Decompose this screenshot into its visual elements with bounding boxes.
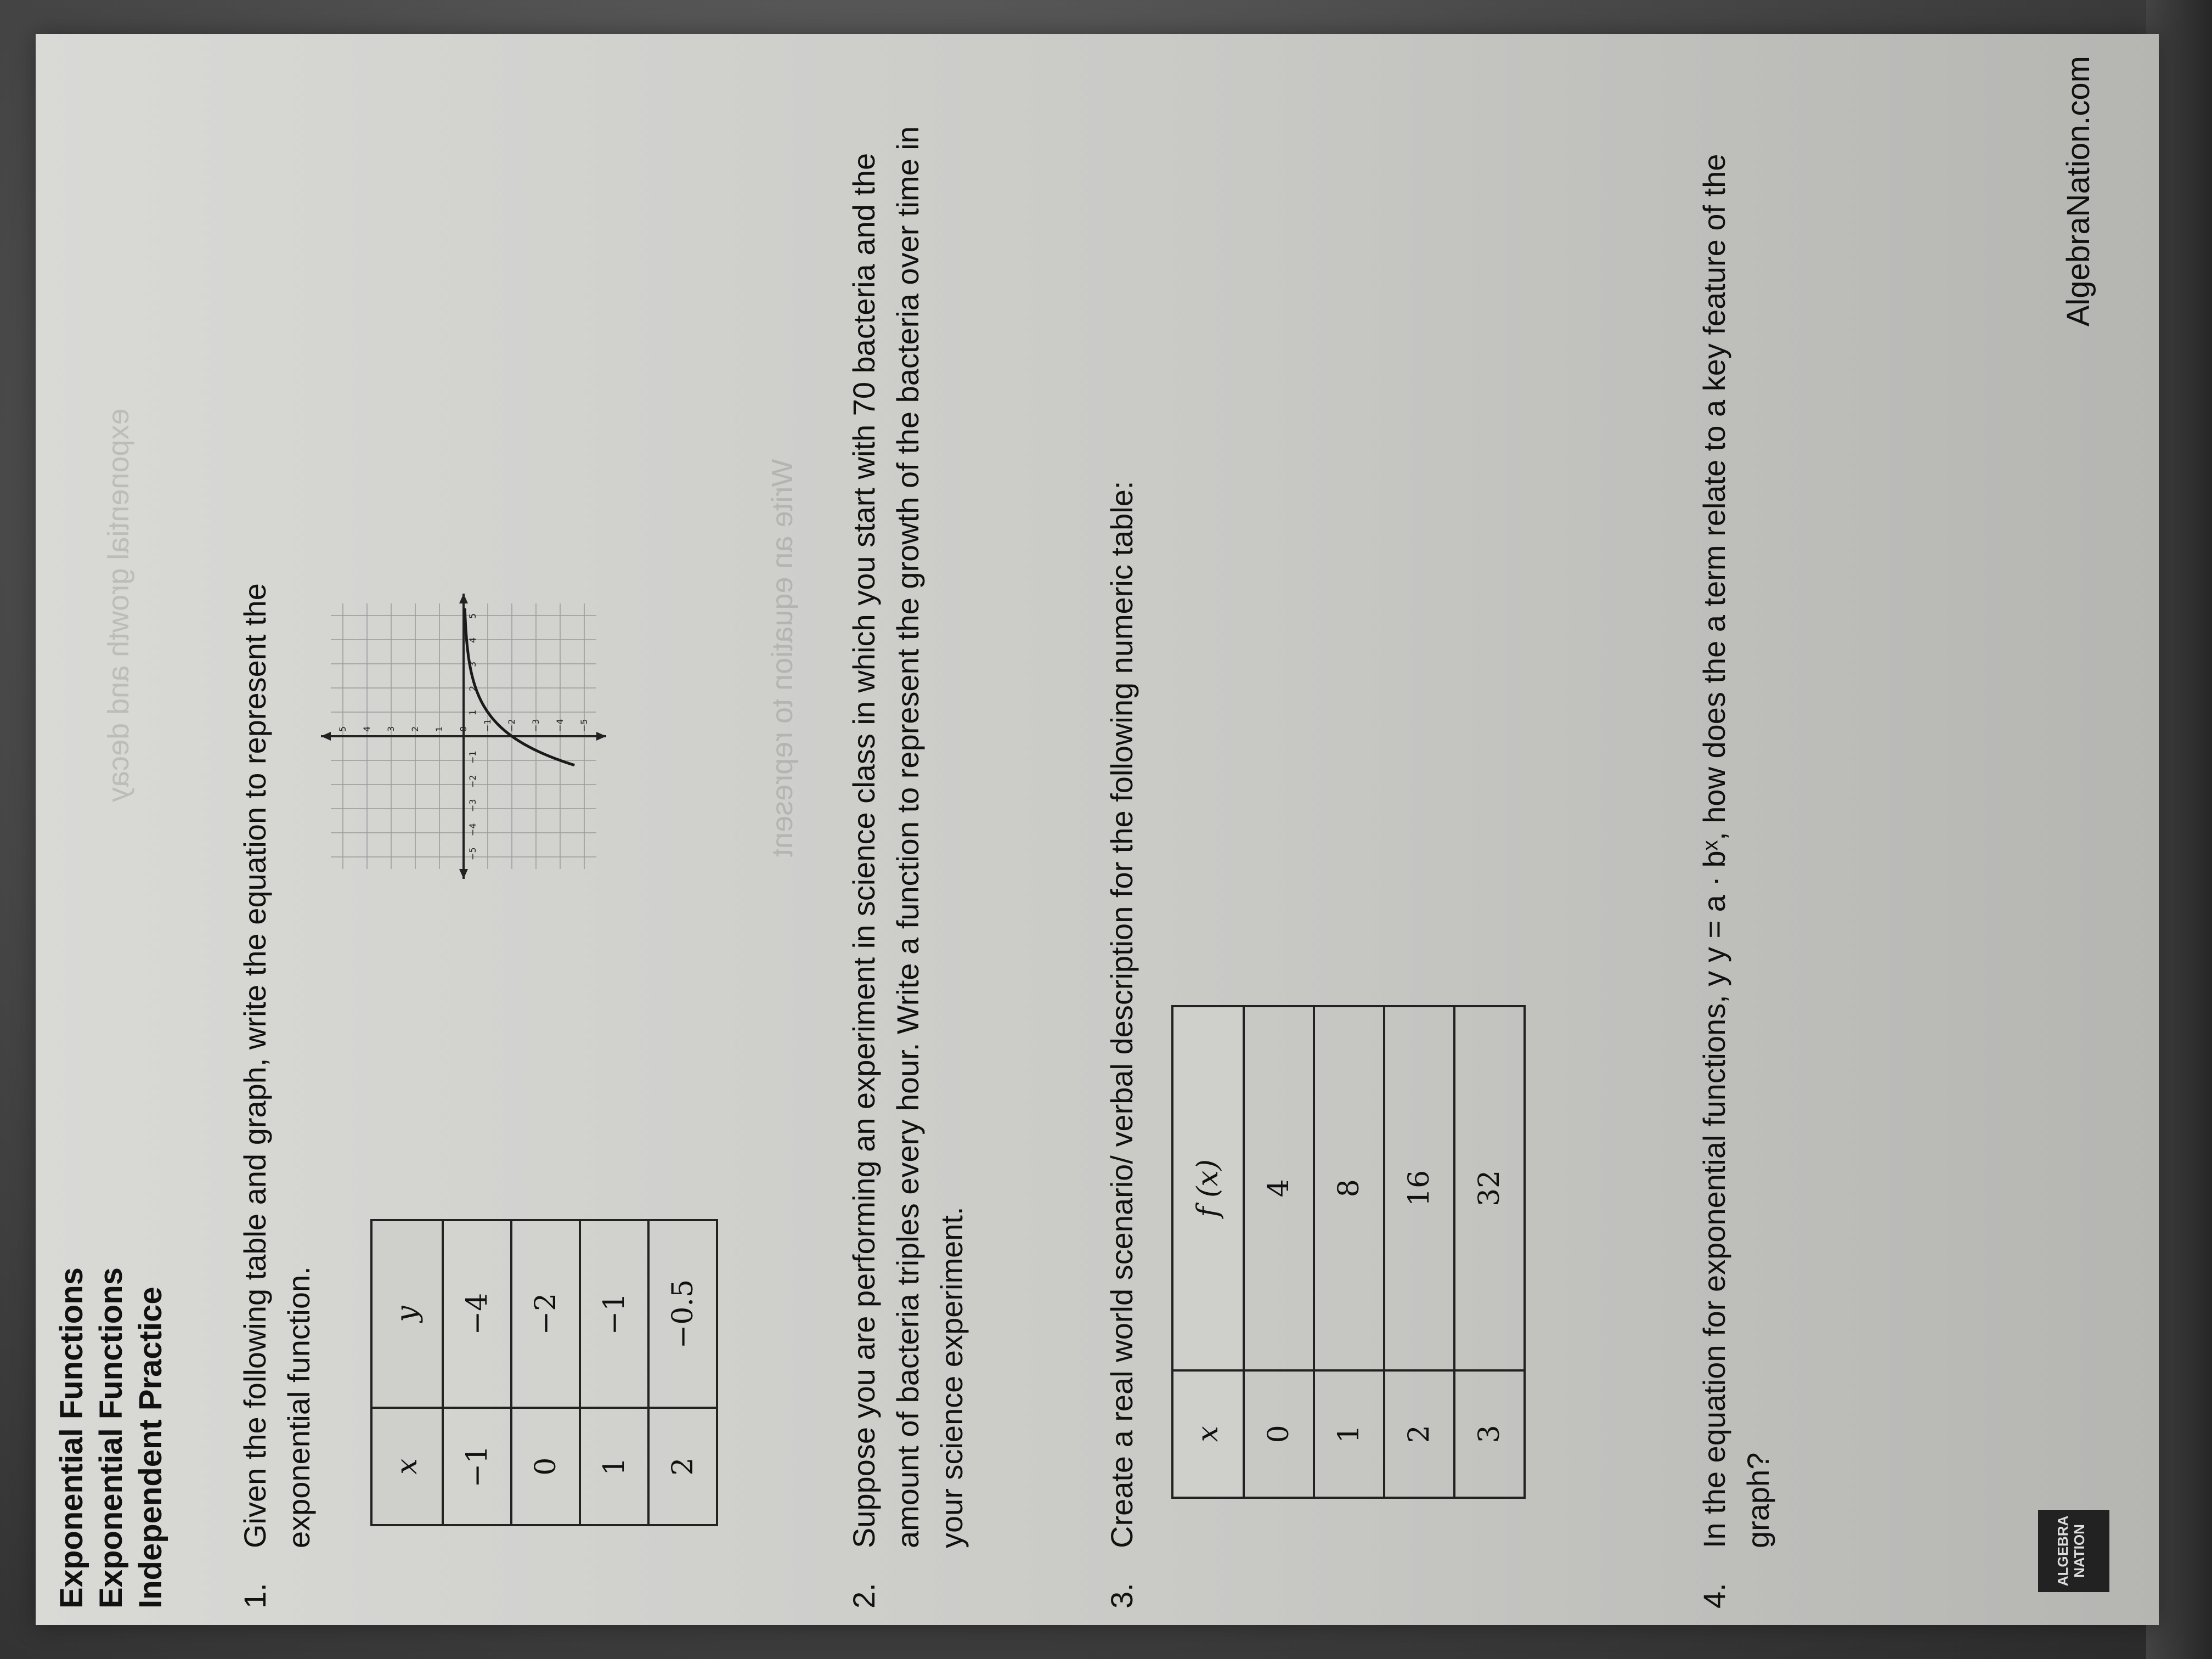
table-cell: −1 [580,1220,648,1408]
exponential-curve [465,608,574,765]
y-tick-label: −3 [531,719,541,732]
question-3-table [1171,1005,1526,1499]
logo-line-1: ALGEBRA [2055,1515,2071,1587]
header-line-1: Exponential Functions [54,1267,89,1609]
x-tick-label: −5 [467,847,478,860]
y-tick-label: 0 [458,726,469,732]
question-1-graph [310,583,617,890]
column-header-x: x [1172,1370,1244,1498]
table-cell: 4 [1244,1006,1314,1370]
y-tick-label: −5 [579,719,589,732]
bleed-through-text: exponential growth and decay [102,408,135,802]
y-tick-label: −4 [555,719,565,732]
question-1-number: 1. [238,1583,272,1609]
x-axis-arrow-right-icon [459,594,468,603]
x-tick-label: −2 [467,775,478,788]
header-line-2: Exponential Functions [93,1267,129,1609]
question-3-number: 3. [1104,1583,1139,1609]
table-cell: 8 [1314,1006,1384,1370]
x-tick-label: 4 [467,637,478,643]
question-3-text: Create a real world scenario/ verbal description for the following numeric table: [1104,481,1139,1548]
question-3 [1100,72,1144,1609]
bleed-through-text: Write an equation to represent [766,459,799,857]
header-line-3: Independent Practice [133,1286,168,1609]
question-4-text: In the equation for exponential functions, y y = a · bˣ, how does the a term relate to a key feature of the graph? [1697,154,1775,1548]
question-1-table [370,1219,718,1526]
x-tick-label: 1 [467,709,478,715]
question-4 [1692,72,1780,1609]
question-2-number: 2. [847,1583,881,1609]
table-cell: 1 [580,1408,648,1525]
y-axis-arrow-down-icon [596,732,606,741]
table-cell: −1 [443,1408,511,1525]
x-tick-label: 5 [467,613,478,619]
question-1 [233,127,321,1609]
logo-line-2: NATION [2071,1524,2087,1578]
y-tick-label: −2 [506,719,517,732]
table-cell: 2 [648,1408,717,1525]
question-4-number: 4. [1697,1583,1731,1609]
table-cell: 16 [1384,1006,1454,1370]
table-cell: 2 [1384,1370,1454,1498]
table-cell: 0 [511,1408,580,1525]
column-header-x: x [371,1408,443,1525]
table-cell: 0 [1244,1370,1314,1498]
y-tick-label: 4 [362,726,372,732]
question-2-text: Suppose you are performing an experiment in science class in which you start with 70 bacteria and the amount of bacteria triples every hour. Write a function to represent the growth of the bacteria over time in your science experiment. [847,126,969,1548]
x-tick-label: −1 [467,751,478,764]
y-axis-arrow-up-icon [321,732,331,741]
table-cell: 32 [1454,1006,1525,1370]
y-tick-label: 1 [434,726,444,732]
x-tick-label: 3 [467,661,478,667]
table-cell: −2 [511,1220,580,1408]
y-tick-label: 5 [337,726,348,732]
x-tick-label: 2 [467,685,478,691]
algebra-nation-logo [2038,1510,2109,1592]
x-tick-label: −4 [467,823,478,836]
question-1-text: Given the following table and graph, write the equation to represent the exponential function. [238,583,316,1548]
x-axis-arrow-left-icon [459,869,468,879]
table-cell: 1 [1314,1370,1384,1498]
column-header-fx: f (x) [1172,1006,1244,1370]
worksheet-page [36,34,2159,1625]
column-header-y: y [371,1220,443,1408]
table-cell: −0.5 [648,1220,717,1408]
x-tick-label: −3 [467,799,478,812]
table-cell: 3 [1454,1370,1525,1498]
y-tick-label: 2 [410,726,420,732]
y-tick-label: −1 [482,719,493,732]
footer-website: AlgebraNation.com [2061,56,2096,327]
question-2 [842,72,974,1609]
table-cell: −4 [443,1220,511,1408]
y-tick-label: 3 [386,726,396,732]
